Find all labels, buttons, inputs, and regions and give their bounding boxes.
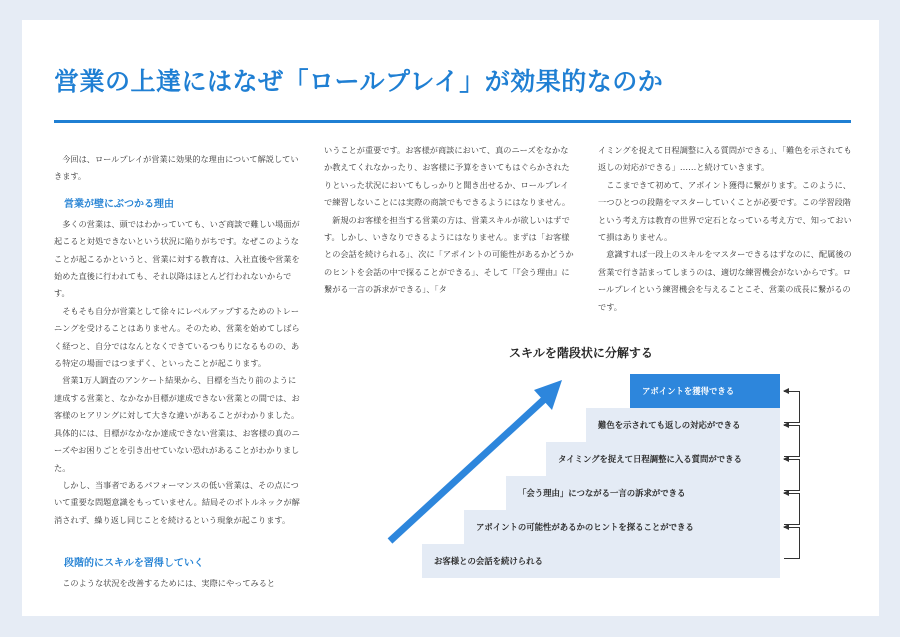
skill-staircase-diagram [22,20,879,616]
paragraph: このような状況を改善するためには、実際にやってみると [62,578,276,589]
article-title: 営業の上達にはなぜ「ロールプレイ」が効果的なのか [54,67,664,96]
paragraph: いうことが重要です。お客様が商談において、真のニーズをなかなか教えてくれなかったり、お客様に予算をきいてもはぐらかされたりといった状況においてもしっかりと聞き出せるか、ロールプレイで練習しないことには実際の商談でもできるようにはなりません。 [324,145,571,208]
paragraph: 新規のお客様を担当する営業の方は、営業スキルが欲しいはずです。しかし、いきなりできるようにはなりません。まずは「お客様との会話を続けられる」、次に「アポイントの可能性があるかどうかのヒントを会話の中で探ることができる」、そして「『会う理由』に繋がる一言の訴求ができる」、「タ [324,214,574,295]
section-heading-1: 営業が壁にぶつかる理由 [64,198,174,210]
paragraph: 営業1万人調査のアンケート結果から、目標を当たり前のように達成する営業と、なかなか目標が達成できない営業との間では、お客様のヒアリングに対して大きな違いがあることがわかりました。具体的には、目標がなかなか達成できない営業は、お客様の真のニーズやお困りごとを引き出せていない恐れがあることがわかりました。 [54,375,300,473]
paragraph: 意識すれば一段上のスキルをマスターできるはずなのに、配属後の営業で行き詰まってしまうのは、適切な練習機会がないからです。ロールプレイという練習機会を与えることこそ、営業の成長に繋がるのです。 [598,249,852,312]
article-page [22,20,879,616]
intro-paragraph: 今回は、ロールプレイが営業に効果的な理由について解説していきます。 [54,154,299,182]
paragraph: 多くの営業は、頭ではわかっていても、いざ商談で難しい場面が起こると対処できないという状況に陥りがちです。なぜこのようなことが起こるかというと、営業に対する教育は、入社直後や営業を始めた直後に行われても、それ以降はほとんど行われないからです。 [54,218,300,299]
paragraph: イミングを捉えて日程調整に入る質問ができる」、「難色を示されても返しの対応ができる」……と続けていきます。 [598,145,852,173]
step-2-find-hints: アポイントの可能性があるかのヒントを探ることができる [464,510,780,544]
diagram-title: スキルを階段状に分解する [509,346,653,360]
step-connector-arrow-icon [784,391,800,423]
step-6-get-appointment: アポイントを獲得できる [630,374,780,408]
step-5-handle-objection: 難色を示されても返しの対応ができる [586,408,780,442]
paragraph: そもそも自分が営業として徐々にレベルアップするためのトレーニングを受けることはありません。そのため、営業を始めてしばらく経つと、自分ではなんとなくできているつもりになるものの、ある特定の場面ではつまずく、といったことが起こります。 [54,305,300,369]
step-1-continue-conversation: お客様との会話を続けられる [422,544,780,578]
paragraph: しかし、当事者であるパフォーマンスの低い営業は、その点について重要な問題意識をもっていません。結局そのボトルネックが解消されず、繰り返し同じことを続けるという現象が起こります。 [54,479,300,525]
step-connector-arrow-icon [784,527,800,559]
step-connector-arrow-icon [784,459,800,491]
step-connector-arrow-icon [784,425,800,457]
section-heading-2: 段階的にスキルを習得していく [64,558,204,570]
step-connector-arrow-icon [784,493,800,525]
paragraph: ここまできて初めて、アポイント獲得に繋がります。このように、一つひとつの段階をマスターしていくことが必要です。この学習段階という考え方は教育の世界で定石となっている考え方で、知っておいて損はありません。 [598,179,852,243]
step-3-reason-to-meet: 「会う理由」につながる一言の訴求ができる [506,476,780,510]
step-4-schedule-question: タイミングを捉えて日程調整に入る質問ができる [546,442,780,476]
